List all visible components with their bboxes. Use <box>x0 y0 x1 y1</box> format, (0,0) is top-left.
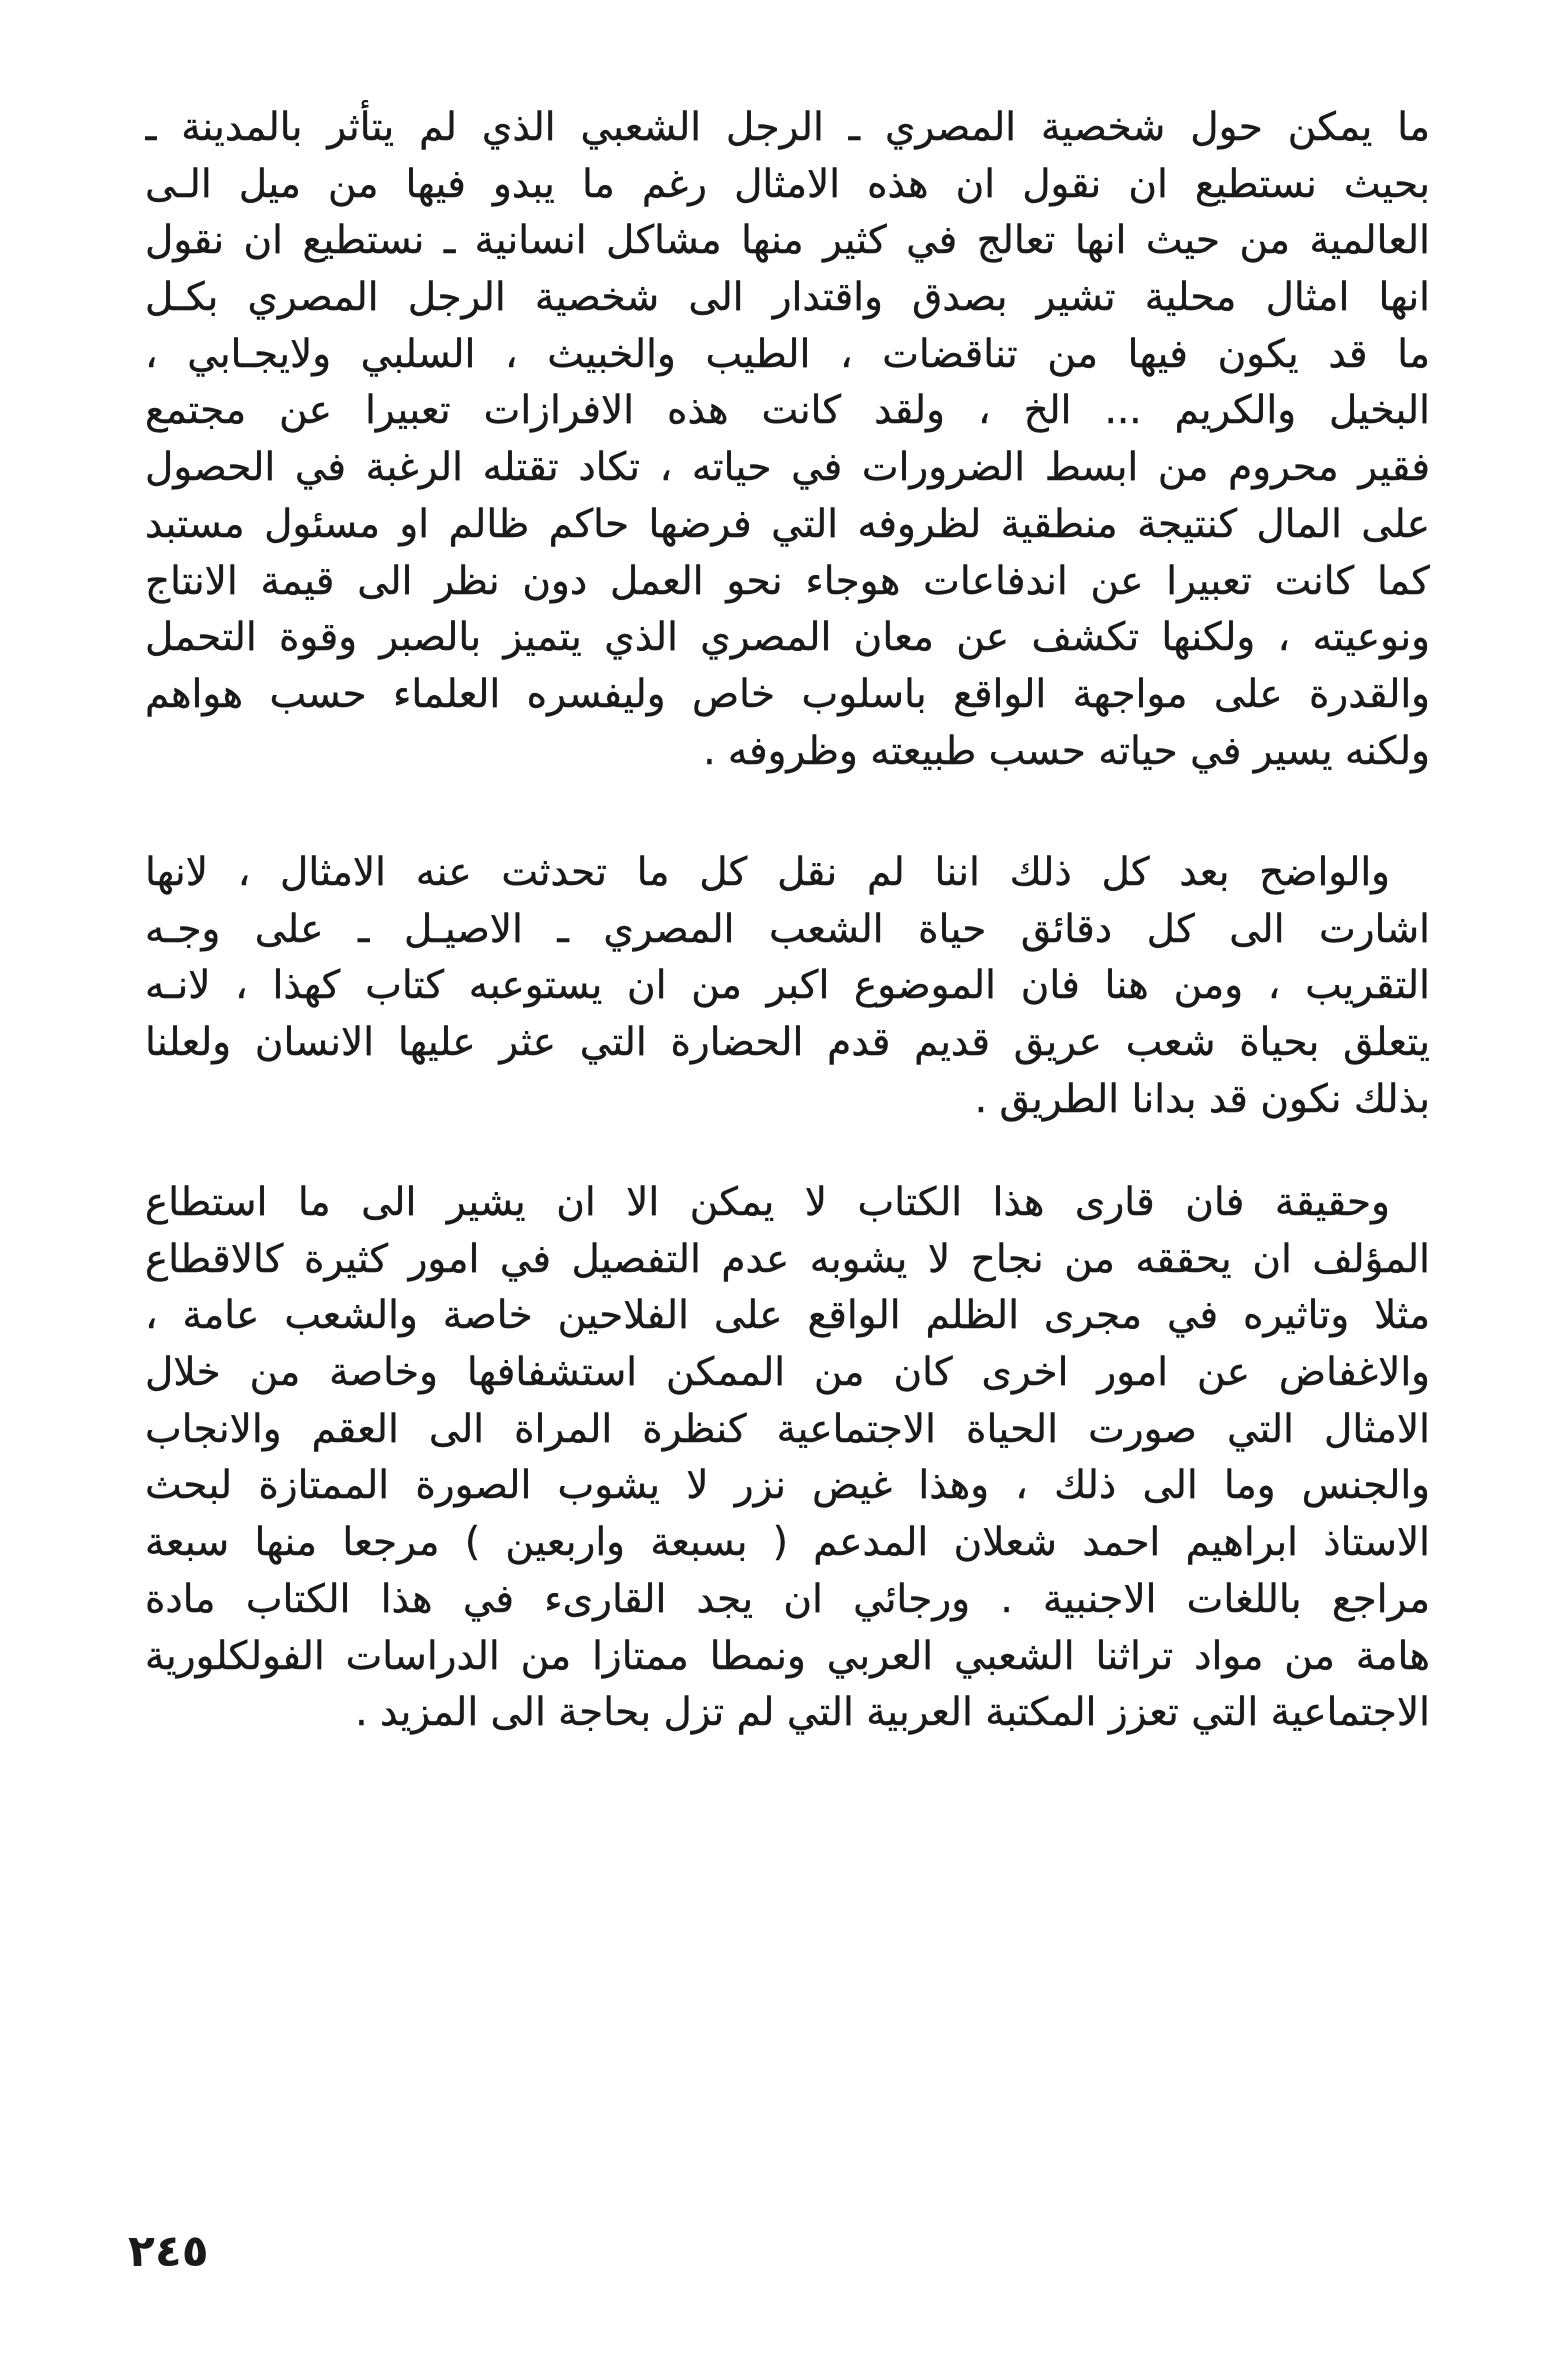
text-line: اشارت الى كل دقائق حياة الشعب المصري ـ الاصيـل ـ على وجـه <box>145 906 1430 952</box>
text-line: بحيث نستطيع ان نقول ان هذه الامثال رغم ما يبدو فيها من ميل الـى <box>145 161 1430 207</box>
text-line: فقير محروم من ابسط الضرورات في حياته ، تكاد تقتله الرغبة في الحصول <box>145 445 1430 491</box>
text-line: يتعلق بحياة شعب عريق قديم قدم الحضارة التي عثر عليها الانسان ولعلنا <box>145 1020 1430 1066</box>
page-number: ٢٤٥ <box>128 2226 209 2277</box>
text-line: الامثال التي صورت الحياة الاجتماعية كنظرة المراة الى العقم والانجاب <box>145 1406 1430 1452</box>
text-line: ونوعيته ، ولكنها تكشف عن معان المصري الذي يتميز بالصبر وقوة التحمل <box>145 615 1430 661</box>
text-line: مثلا وتاثيره في مجرى الظلم الواقع على الفلاحين خاصة والشعب عامة ، <box>145 1293 1430 1339</box>
text-line: التقريب ، ومن هنا فان الموضوع اكبر من ان يستوعبه كتاب كهذا ، لانـه <box>145 963 1430 1009</box>
text-line: انها امثال محلية تشير بصدق واقتدار الى شخصية الرجل المصري بكـل <box>145 275 1430 321</box>
paragraph-2 <box>145 845 1430 1128</box>
text-line: والواضح بعد كل ذلك اننا لم نقل كل ما تحدثت عنه الامثال ، لانها <box>145 850 1390 895</box>
text-line: الاستاذ ابراهيم احمد شعلان المدعم ( بسبعة واربعين ) مرجعا منها سبعة <box>145 1520 1430 1566</box>
paragraph-3 <box>145 1175 1430 1742</box>
text-line: والجنس وما الى ذلك ، وهذا غيض نزر لا يشوب الصورة الممتازة لبحث <box>145 1463 1430 1509</box>
text-line: البخيل والكريم ... الخ ، ولقد كانت هذه الافرازات تعبيرا عن مجتمع <box>145 388 1430 434</box>
paragraph-1 <box>145 100 1430 780</box>
text-line: الاجتماعية التي تعزز المكتبة العربية التي لم تزل بحاجة الى المزيد . <box>355 1690 1430 1736</box>
text-line: على المال كنتيجة منطقية لظروفه التي فرضها حاكم ظالم او مسئول مستبد <box>145 501 1430 547</box>
text-line: والقدرة على مواجهة الواقع باسلوب خاص وليفسره العلماء حسب هواهم <box>145 671 1430 717</box>
text-line: ما يمكن حول شخصية المصري ـ الرجل الشعبي الذي لم يتأثر بالمدينة ـ <box>145 105 1430 150</box>
text-line: والاغفاض عن امور اخرى كان من الممكن استشفافها وخاصة من خلال <box>145 1350 1430 1396</box>
text-line: العالمية من حيث انها تعالج في كثير منها مشاكل انسانية ـ نستطيع ان نقول <box>145 218 1430 264</box>
text-line: ولكنه يسير في حياته حسب طبيعته وظروفه . <box>703 728 1430 774</box>
text-line: بذلك نكون قد بدانا الطريق . <box>974 1076 1430 1122</box>
text-line: هامة من مواد تراثنا الشعبي العربي ونمطا ممتازا من الدراسات الفولكلورية <box>145 1633 1430 1679</box>
text-line: المؤلف ان يحققه من نجاح لا يشوبه عدم التفصيل في امور كثيرة كالاقطاع <box>145 1236 1430 1282</box>
text-line: كما كانت تعبيرا عن اندفاعات هوجاء نحو العمل دون نظر الى قيمة الانتاج <box>145 558 1430 604</box>
text-line: وحقيقة فان قارى هذا الكتاب لا يمكن الا ان يشير الى ما استطاع <box>145 1180 1390 1225</box>
text-line: مراجع باللغات الاجنبية . ورجائي ان يجد القارىء في هذا الكتاب مادة <box>145 1576 1430 1622</box>
text-line: ما قد يكون فيها من تناقضات ، الطيب والخبيث ، السلبي ولايجـابي ، <box>145 331 1430 377</box>
